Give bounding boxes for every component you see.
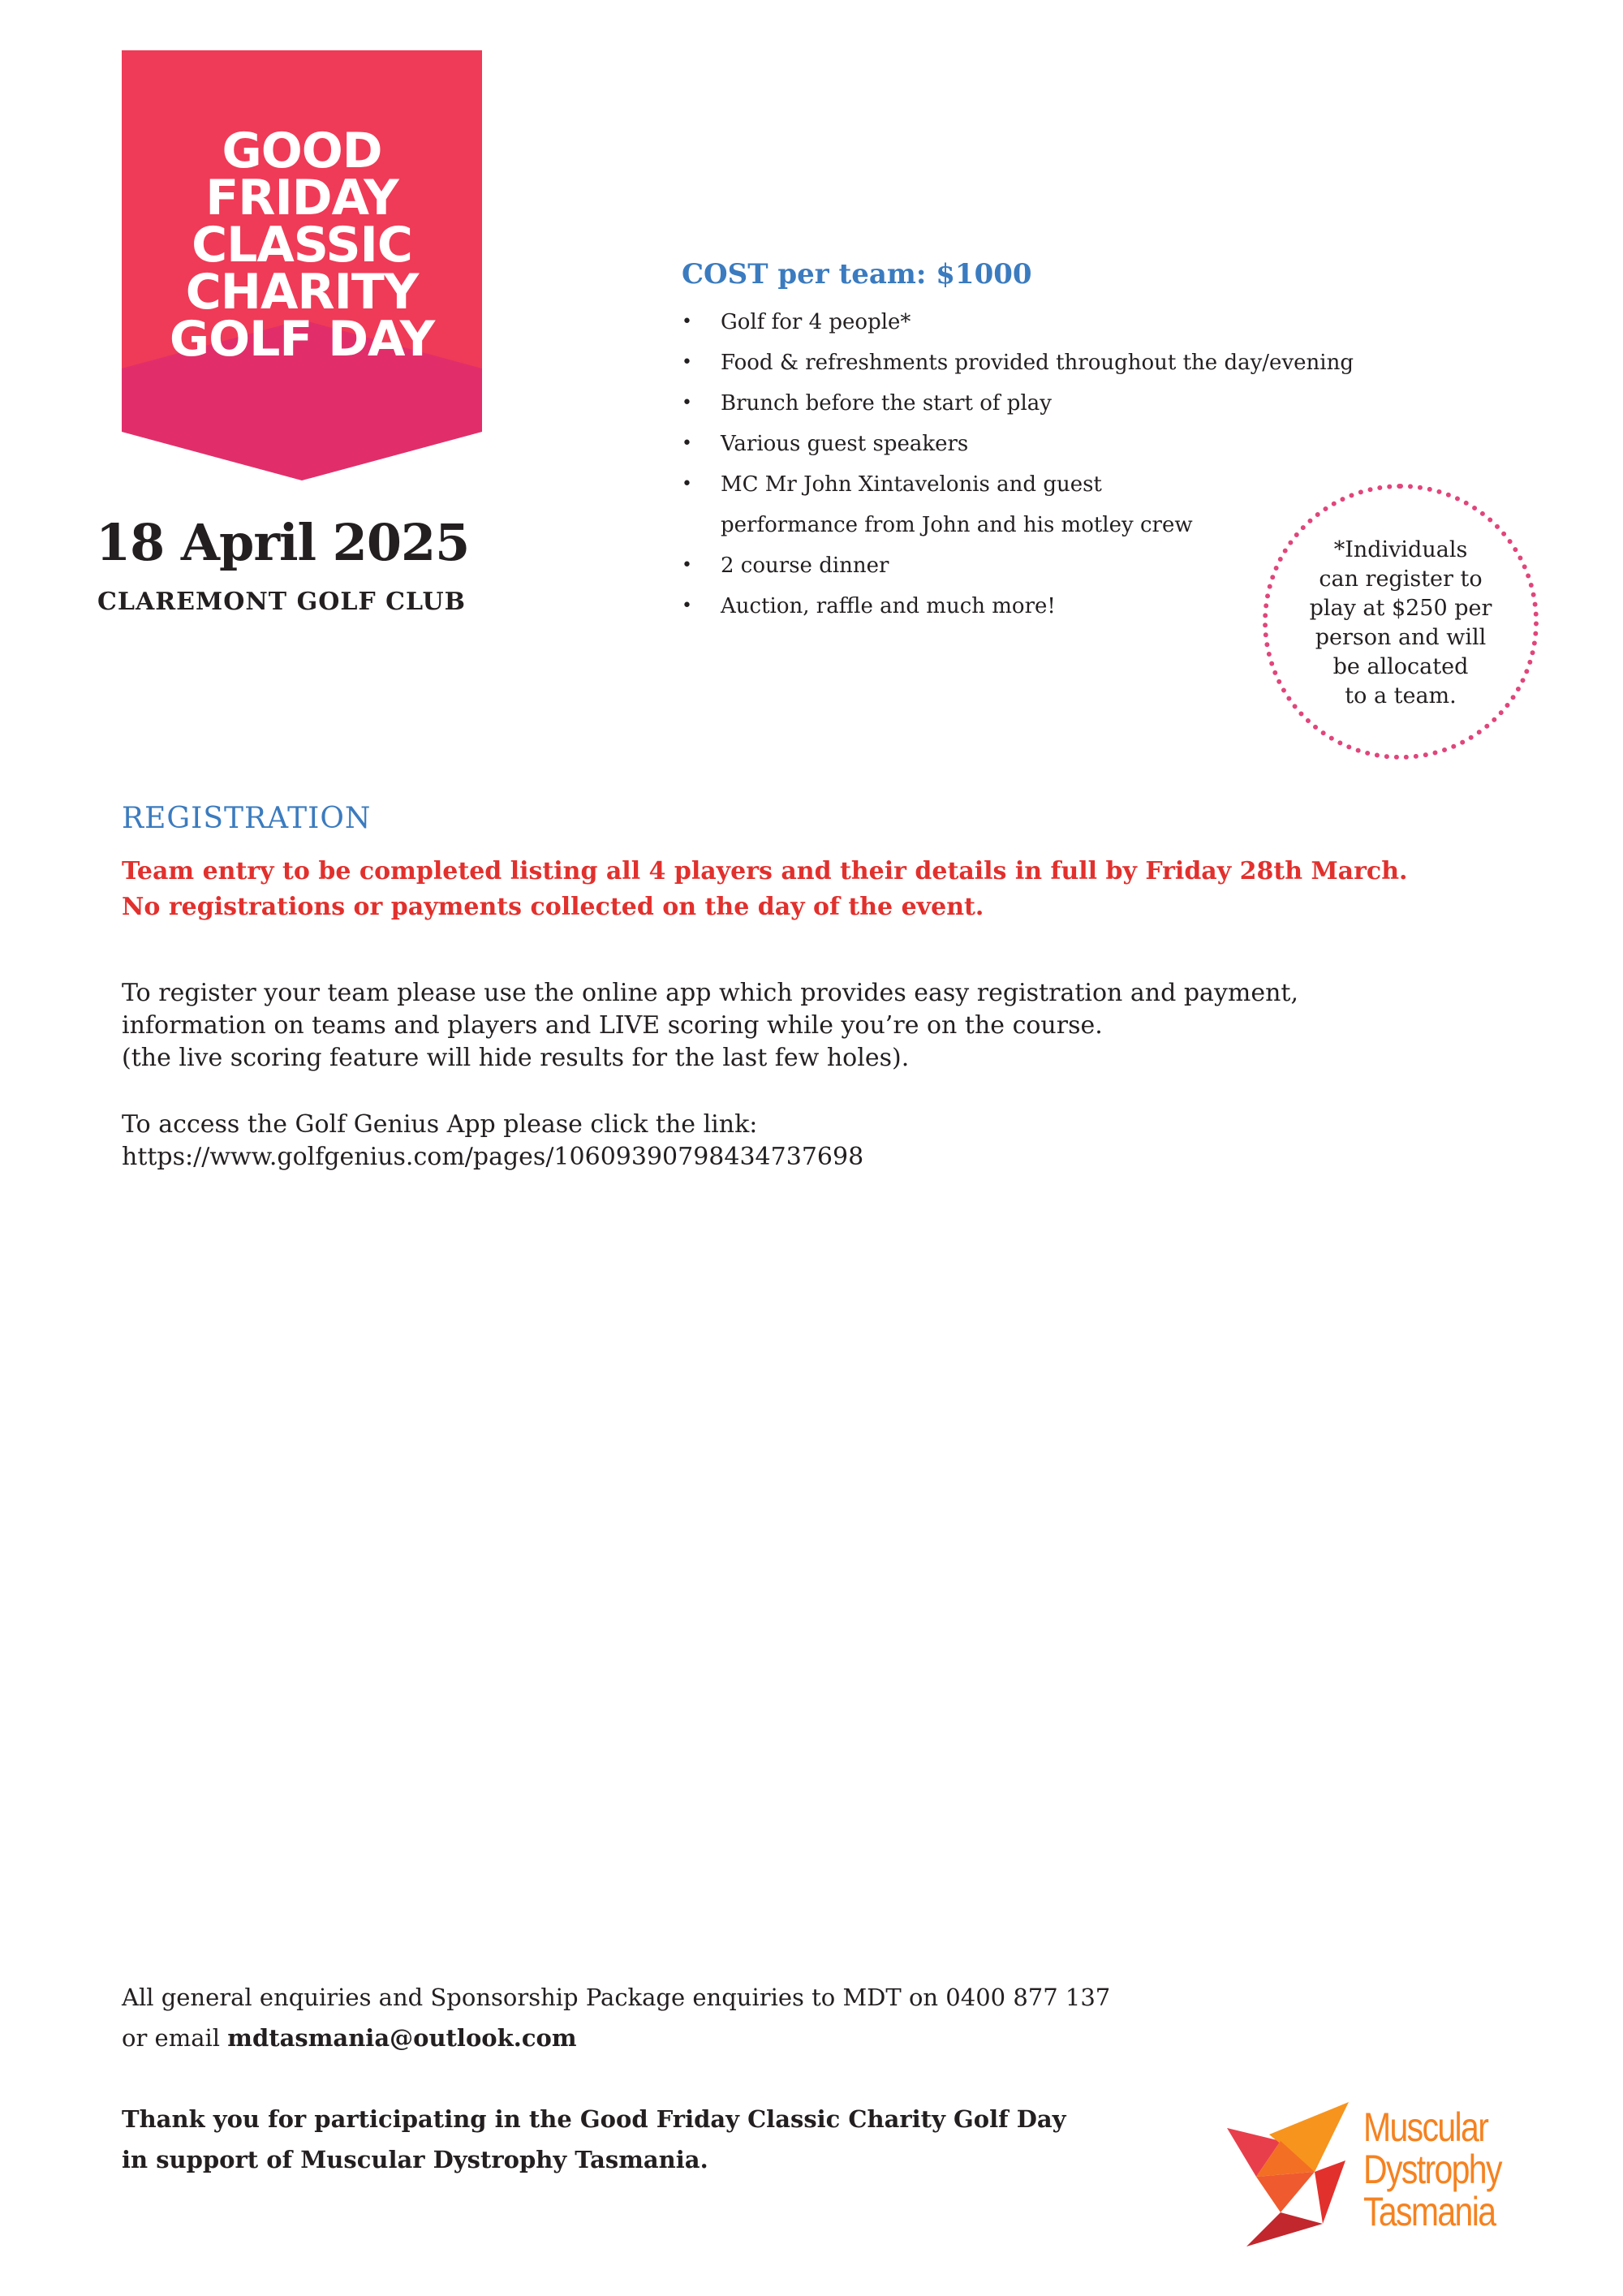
list-item-text: Food & refreshments provided throughout the day/evening bbox=[721, 351, 1354, 375]
bullet-icon: • bbox=[682, 596, 692, 616]
thanks-line-1: Thank you for participating in the Good Friday Classic Charity Golf Day bbox=[122, 2105, 1066, 2133]
enquiries-line: All general enquiries and Sponsorship Package enquiries to MDT on 0400 877 137 bbox=[122, 1984, 1111, 2011]
list-item-text: Brunch before the start of play bbox=[721, 391, 1052, 416]
note-line: person and will bbox=[1315, 625, 1487, 650]
list-item-text: Auction, raffle and much more! bbox=[721, 594, 1056, 618]
banner-title-line-3: CLASSIC bbox=[192, 217, 412, 274]
bullet-icon: • bbox=[682, 352, 692, 373]
logo-mark-icon bbox=[1224, 2102, 1362, 2248]
list-item bbox=[682, 383, 1412, 424]
banner-title-line-5: GOLF DAY bbox=[169, 311, 435, 368]
list-item bbox=[682, 342, 1412, 383]
bullet-icon: • bbox=[682, 312, 692, 332]
registration-heading: REGISTRATION bbox=[122, 802, 372, 835]
cost-heading: COST per team: $1000 bbox=[682, 258, 1032, 291]
muscular-dystrophy-tasmania-logo bbox=[1224, 2102, 1532, 2248]
bullet-icon: • bbox=[682, 433, 692, 454]
list-item-continuation: performance from John and his motley crew bbox=[721, 513, 1193, 537]
note-line: can register to bbox=[1319, 566, 1483, 592]
list-item-text: Golf for 4 people* bbox=[721, 310, 911, 334]
deadline-line-2: No registrations or payments collected on the day of the event. bbox=[122, 893, 984, 921]
email-line bbox=[122, 2024, 577, 2052]
bullet-icon: • bbox=[682, 393, 692, 413]
note-line: play at $250 per bbox=[1309, 596, 1492, 621]
banner-title-line-4: CHARITY bbox=[185, 264, 419, 321]
list-item-text: Various guest speakers bbox=[721, 432, 969, 456]
note-line: *Individuals bbox=[1333, 537, 1468, 562]
event-banner bbox=[122, 50, 482, 480]
logo-word-dystrophy: Dystrophy bbox=[1363, 2147, 1501, 2192]
golf-genius-link[interactable]: https://www.golfgenius.com/pages/10609390798434737698 bbox=[122, 1143, 864, 1171]
banner-title-line-1: GOOD bbox=[222, 123, 382, 179]
note-line: be allocated bbox=[1332, 654, 1469, 679]
email-prefix: or email bbox=[122, 2024, 228, 2052]
list-item-text: MC Mr John Xintavelonis and guest bbox=[721, 472, 1102, 497]
list-item-text: 2 course dinner bbox=[721, 554, 889, 578]
registration-info-line-3: (the live scoring feature will hide results for the last few holes). bbox=[122, 1044, 910, 1072]
logo-word-muscular: Muscular bbox=[1363, 2104, 1488, 2150]
banner-title-line-2: FRIDAY bbox=[205, 170, 398, 226]
registration-info-line-1: To register your team please use the online app which provides easy registration and payment, bbox=[122, 979, 1299, 1007]
link-intro: To access the Golf Genius App please click the link: bbox=[122, 1110, 758, 1139]
logo-word-tasmania: Tasmania bbox=[1363, 2189, 1496, 2234]
individuals-note bbox=[1263, 536, 1539, 711]
email-link[interactable]: mdtasmania@outlook.com bbox=[227, 2024, 577, 2052]
deadline-line-1: Team entry to be completed listing all 4 players and their details in full by Friday 28th March. bbox=[122, 857, 1408, 885]
thanks-line-2: in support of Muscular Dystrophy Tasmania. bbox=[122, 2146, 708, 2173]
event-date: 18 April 2025 bbox=[96, 513, 470, 572]
list-item bbox=[682, 302, 1412, 342]
event-venue: CLAREMONT GOLF CLUB bbox=[97, 588, 467, 616]
bullet-icon: • bbox=[682, 474, 692, 494]
note-line: to a team. bbox=[1345, 683, 1457, 709]
bullet-icon: • bbox=[682, 555, 692, 575]
list-item bbox=[682, 424, 1412, 464]
registration-info-line-2: information on teams and players and LIVE scoring while you’re on the course. bbox=[122, 1011, 1103, 1040]
